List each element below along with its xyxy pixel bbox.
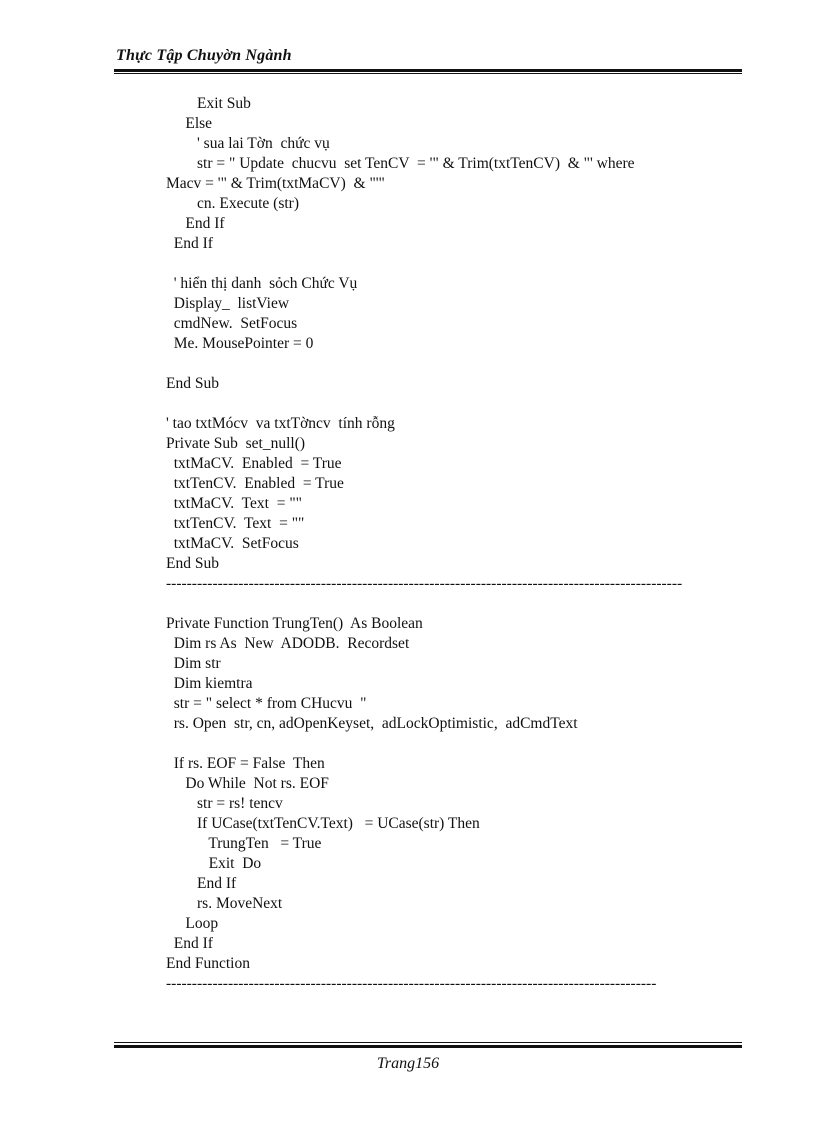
- code-line: [166, 254, 682, 274]
- code-line: Loop: [166, 915, 219, 932]
- code-line: str = " select * from CHucvu ": [166, 695, 367, 712]
- code-line: cmdNew. SetFocus: [166, 315, 298, 332]
- code-line: Do While Not rs. EOF: [166, 775, 329, 792]
- code-line: End If: [166, 235, 213, 252]
- code-line: Display_ listView: [166, 295, 290, 312]
- page-number: Trang156: [376, 1055, 440, 1072]
- code-line: txtMaCV. SetFocus: [166, 535, 299, 552]
- code-line: Exit Do: [166, 855, 262, 872]
- code-line: End Function: [166, 955, 250, 972]
- code-line: Macv = '" & Trim(txtMaCV) & "'": [166, 175, 385, 192]
- code-line: End Sub: [166, 375, 219, 392]
- code-line: ' hiển thị danh sỏch Chức Vụ: [166, 275, 358, 292]
- code-line: [166, 354, 682, 374]
- code-line: Private Function TrungTen() As Boolean: [166, 615, 423, 632]
- code-line: ' tao txtMócv va txtTờncv tính rỗng: [166, 415, 395, 432]
- code-line: [166, 734, 682, 754]
- code-line: Dim rs As New ADODB. Recordset: [166, 635, 410, 652]
- code-line: Dim kiemtra: [166, 675, 253, 692]
- code-line: End If: [166, 215, 225, 232]
- code-line: Private Sub set_null(): [166, 435, 306, 452]
- code-line: If UCase(txtTenCV.Text) = UCase(str) Then: [166, 815, 480, 832]
- header-rule-thick: [114, 69, 742, 72]
- code-separator: ----------------------------------------------------------------------------------------------------: [166, 575, 683, 592]
- code-line: str = " Update chucvu set TenCV = '" & Trim(txtTenCV) & "' where: [166, 155, 635, 172]
- code-line: ' sua lai Tờn chức vụ: [166, 135, 330, 152]
- code-line: txtMaCV. Enabled = True: [166, 455, 342, 472]
- code-line: End If: [166, 875, 237, 892]
- code-line: TrungTen = True: [166, 835, 322, 852]
- code-separator: -----------------------------------------------------------------------------------------------: [166, 975, 657, 992]
- code-line: txtTenCV. Text = "": [166, 515, 305, 532]
- header-rule-thin: [114, 73, 742, 74]
- header-title: Thực Tập Chuyờn Ngành: [116, 47, 292, 64]
- code-line: If rs. EOF = False Then: [166, 755, 325, 772]
- code-line: str = rs! tencv: [166, 795, 283, 812]
- code-line: rs. MoveNext: [166, 895, 283, 912]
- code-line: cn. Execute (str): [166, 195, 299, 212]
- code-line: Exit Sub: [166, 95, 251, 112]
- code-line: rs. Open str, cn, adOpenKeyset, adLockOptimistic, adCmdText: [166, 715, 578, 732]
- code-line: Me. MousePointer = 0: [166, 335, 314, 352]
- code-line: txtMaCV. Text = "": [166, 495, 302, 512]
- code-line: [166, 394, 682, 414]
- code-line: [166, 594, 682, 614]
- footer-rule-thick: [114, 1045, 742, 1048]
- code-listing: [166, 94, 682, 994]
- code-line: Dim str: [166, 655, 221, 672]
- code-line: End If: [166, 935, 213, 952]
- footer-rule-thin: [114, 1042, 742, 1043]
- code-line: txtTenCV. Enabled = True: [166, 475, 344, 492]
- code-line: Else: [166, 115, 213, 132]
- code-line: End Sub: [166, 555, 219, 572]
